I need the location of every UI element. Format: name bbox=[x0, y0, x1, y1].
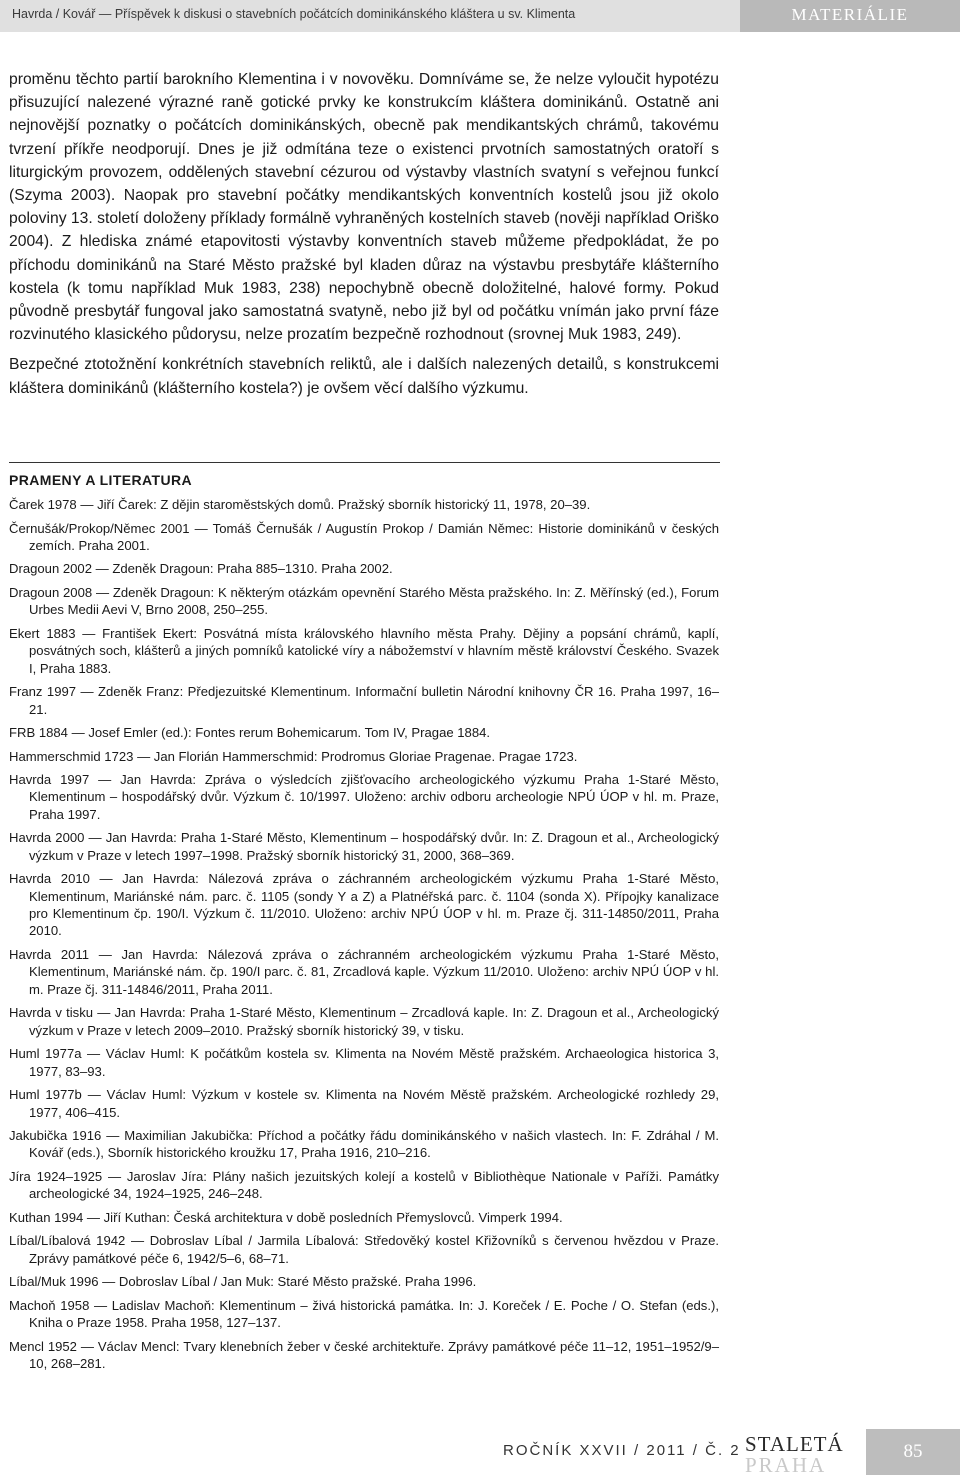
running-header bbox=[0, 0, 960, 32]
reference-item: Machoň 1958 — Ladislav Machoň: Klementinum – živá historická památka. In: J. Koreček / E. Poche / O. Stefan (eds.), Kniha o Praze 1958. Praha 1958, 127–137. bbox=[9, 1297, 719, 1331]
reference-item: Dragoun 2008 — Zdeněk Dragoun: K některým otázkám opevnění Starého Města pražského. In: Z. Měřínský (ed.), Forum Urbes Medii Aevi V, Brno 2008, 250–255. bbox=[9, 584, 719, 618]
page-number: 85 bbox=[903, 1441, 923, 1462]
reference-item: Franz 1997 — Zdeněk Franz: Předjezuitské Klementinum. Informační bulletin Národní knihovny ČR 16. Praha 1997, 16–21. bbox=[9, 684, 719, 717]
reference-item: Líbal/Líbalová 1942 — Dobroslav Líbal / Jarmila Líbalová: Středověký kostel Křižovníků s červenou hvězdou v Praze. Zprávy památkové péče 6, 1942/5–6, 68–71. bbox=[9, 1233, 719, 1266]
article-body bbox=[9, 68, 719, 400]
reference-item: Havrda 2011 — Jan Havrda: Nálezová zpráva o záchranném archeologickém výzkumu Praha 1-Staré Město, Klementinum, Mariánské nám. čp. 190/I parc. č. 81, Zrcadlová kaple. Výzkum 11/2010. Uloženo: archiv NPÚ ÚOP v hl. m. Praze čj. 311-14846/2011, Praha 2011. bbox=[9, 946, 719, 997]
reference-item: FRB 1884 — Josef Emler (ed.): Fontes rerum Bohemicarum. Tom IV, Pragae 1884. bbox=[9, 725, 491, 741]
reference-item: Huml 1977b — Václav Huml: Výzkum v kostele sv. Klimenta na Novém Městě pražském. Archeologické rozhledy 29, 1977, 406–415. bbox=[9, 1087, 719, 1120]
running-title: Havrda / Kovář — Příspěvek k diskusi o stavebních počátcích dominikánského kláštera u sv. Klimenta bbox=[12, 7, 576, 21]
reference-item: Havrda 1997 — Jan Havrda: Zpráva o výsledcích zjišťovacího archeologického výzkumu Praha 1-Staré Město, Klementinum – hospodářský dvůr. Výzkum č. 10/1997. Uloženo: archiv odboru archeologie NPÚ ÚOP v hl. m. Praze, Praha 1997. bbox=[9, 772, 719, 822]
reference-item: Ekert 1883 — František Ekert: Posvátná místa královského hlavního města Prahy. Dějiny a popsání chrámů, kaplí, posvátných soch, klášterů a jiných pomníků katolické víry a nábožemství v hlavním městě království Českého. Svazek I, Praha 1883. bbox=[9, 625, 719, 676]
reference-item: Jíra 1924–1925 — Jaroslav Jíra: Plány našich jezuitských kolejí a kostelů v Bibliothèque Nationale v Paříži. Památky archeologické 34, 1924–1925, 246–248. bbox=[9, 1168, 719, 1202]
section-tab bbox=[740, 0, 960, 32]
references-heading: PRAMENY A LITERATURA bbox=[9, 472, 192, 488]
reference-item: Čarek 1978 — Jiří Čarek: Z dějin staroměstských domů. Pražský sborník historický 11, 1978, 20–39. bbox=[9, 497, 591, 512]
journal-name-line1: STALETÁ bbox=[745, 1432, 844, 1456]
reference-item: Jakubička 1916 — Maximilian Jakubička: Příchod a počátky řádu dominikánského v našich vlastech. In: F. Zdráhal / M. Kovář (eds.), Sborník historického kroužku 17, Praha 1916, 210–216. bbox=[9, 1128, 719, 1161]
reference-item: Havrda 2000 — Jan Havrda: Praha 1-Staré Město, Klementinum – hospodářský dvůr. In: Z. Dragoun et al., Archeologický výzkum v Praze v letech 1997–1998. Pražský sborník historický 31, 2000, 368–369. bbox=[9, 830, 719, 863]
reference-item: Hammerschmid 1723 — Jan Florián Hammerschmid: Prodromus Gloriae Pragenae. Pragae 1723. bbox=[9, 748, 578, 764]
section-divider bbox=[9, 462, 720, 463]
reference-item: Líbal/Muk 1996 — Dobroslav Líbal / Jan Muk: Staré Město pražské. Praha 1996. bbox=[9, 1274, 477, 1290]
reference-item: Mencl 1952 — Václav Mencl: Tvary klenebních žeber v české architektuře. Zprávy památkové péče 11–12, 1951–1952/9–10, 268–281. bbox=[9, 1338, 719, 1372]
page-number-box bbox=[866, 1429, 960, 1475]
issue-label: ROČNÍK XXVII / 2011 / Č. 2 bbox=[503, 1442, 741, 1459]
references-list bbox=[9, 496, 719, 1379]
reference-item: Havrda v tisku — Jan Havrda: Praha 1-Staré Město, Klementinum – Zrcadlová kaple. In: Z. Dragoun et al., Archeologický výzkum v Praze v letech 2009–2010. Pražský sborník historický 39, v tisku. bbox=[9, 1005, 719, 1038]
journal-logo bbox=[745, 1434, 845, 1476]
reference-item: Havrda 2010 — Jan Havrda: Nálezová zpráva o záchranném archeologickém výzkumu Praha 1-Staré Město, Klementinum, Mariánské nám. parc. č. 1105 (sondy Y a Z) a Platnéřská parc. č. 1104 (sonda X). Přípojky kanalizace pro Klementinum čp. 190/I. Výzkum č. 11/2010. Uloženo: archiv NPÚ ÚOP v hl. m. Praze čj. 311-14850/2011, Praha 2010. bbox=[9, 871, 719, 939]
reference-item: Kuthan 1994 — Jiří Kuthan: Česká architektura v době posledních Přemyslovců. Vimperk 1994. bbox=[9, 1209, 563, 1225]
section-label: MATERIÁLIE bbox=[791, 5, 909, 24]
body-paragraph: proměnu těchto partií barokního Klementina i v novověku. Domníváme se, že nelze vyloučit hypotézu přisuzující nalezené výrazné raně gotické prvky ke konstrukcím kláštera dominikánů. Ostatně ani nejnovější poznatky o počátcích dominikánských, obecně pak mendikantských chrámů, takovému tvrzení příkře neodporují. Dnes je již odmítána teze o existenci prvotních samostatných oratoří s liturgickým provozem, oddělených stavební cézurou od výstavby vlastních svatyní s veřejnou funkcí (Szyma 2003). Naopak pro stavební počátky mendikantských konventních kostelů jsou již okolo poloviny 13. století doloženy příklady formálně vyhraněných kostelních staveb (nověji například Oriško 2004). Z hlediska známé etapovitosti výstavby konventních staveb můžeme předpokládat, že po příchodu dominikánů na Staré Město pražské byl kladen důraz na výstavbu presbytáře klášterního kostela (k tomu například Muk 1983, 238) nepochybně obecně doložitelné, halové formy. Pokud původně presbytář fungoval jako samostatná svatyně, nebo již byl od počátku vnímán jako první fáze rozvinutého klasického půdorysu, nelze prozatím bezpečně rozhodnout (srovnej Muk 1983, 249). bbox=[9, 71, 719, 344]
reference-item: Černušák/Prokop/Němec 2001 — Tomáš Černušák / Augustín Prokop / Damián Němec: Historie dominikánů v českých zemích. Praha 2001. bbox=[9, 520, 719, 553]
journal-name-line2: PRAHA bbox=[745, 1453, 827, 1477]
reference-item: Huml 1977a — Václav Huml: K počátkům kostela sv. Klimenta na Novém Městě pražském. Archaeologica historica 3, 1977, 83–93. bbox=[9, 1046, 719, 1079]
reference-item: Dragoun 2002 — Zdeněk Dragoun: Praha 885–1310. Praha 2002. bbox=[9, 561, 393, 577]
body-paragraph: Bezpečné ztotožnění konkrétních stavebních reliktů, ale i dalších nalezených detailů, s konstrukcemi kláštera dominikánů (klášterního kostela?) je ovšem věcí dalšího výzkumu. bbox=[9, 356, 719, 397]
